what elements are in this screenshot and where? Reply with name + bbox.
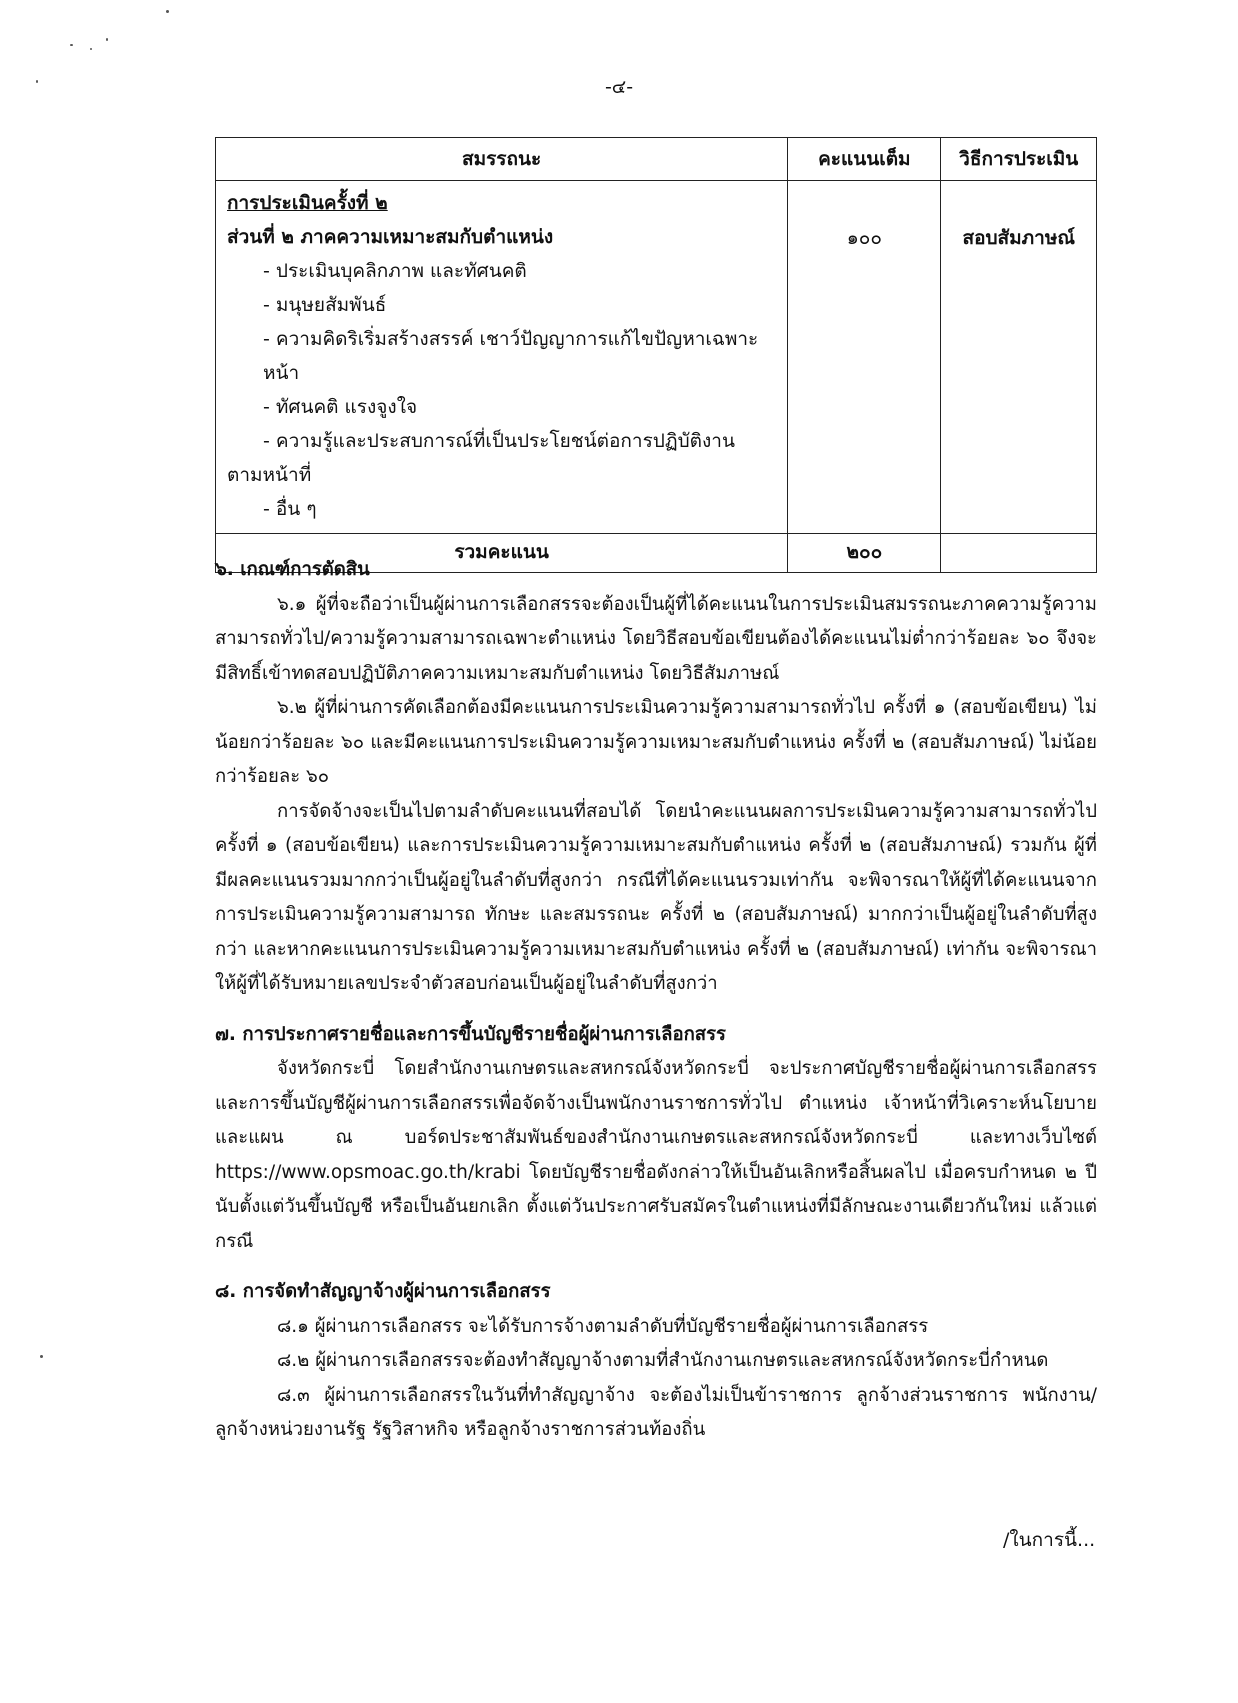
continuation-note: /ในการนี้... bbox=[1003, 1529, 1096, 1551]
section7-paragraph: จังหวัดกระบี่ โดยสำนักงานเกษตรและสหกรณ์จังหวัดกระบี่ จะประกาศบัญชีรายชื่อผู้ผ่านการเลือกสรรและการขึ้นบัญชีผู้ผ่านการเลือกสรรเพื่อจัดจ้างเป็นพนักงานราชการทั่วไป ตำแหน่ง เจ้าหน้าที่วิเคราะห์นโยบายและแผน ณ บอร์ดประชาสัมพันธ์ของสำนักงานเกษตรและสหกรณ์จังหวัดกระบี่ และทางเว็บไซต์ https://www.opsmoac.go.th/krabi โดยบัญชีรายชื่อดังกล่าวให้เป็นอันเลิกหรือสิ้นผลไป เมื่อครบกำหนด ๒ ปี นับตั้งแต่วันขึ้นบัญชี หรือเป็นอันยกเลิก ตั้งแต่วันประกาศรับสมัครในตำแหน่งที่มีลักษณะงานเดียวกันใหม่ แล้วแต่กรณี bbox=[215, 1058, 1097, 1252]
scan-speck bbox=[90, 48, 92, 50]
section8-paragraph: ๘.๒ ผู้ผ่านการเลือกสรรจะต้องทำสัญญาจ้างตามที่สำนักงานเกษตรและสหกรณ์จังหวัดกระบี่กำหนด bbox=[277, 1350, 1049, 1371]
competency-table bbox=[215, 137, 1097, 573]
section7-heading: ๗. การประกาศรายชื่อและการขึ้นบัญชีรายชื่อผู้ผ่านการเลือกสรร bbox=[215, 1023, 726, 1045]
method-cell: สอบสัมภาษณ์ bbox=[941, 181, 1097, 534]
total-score: ๒๐๐ bbox=[788, 534, 941, 573]
list-item-continuation: ตามหน้าที่ bbox=[227, 464, 312, 486]
scan-speck bbox=[106, 38, 108, 41]
list-item: - มนุษยสัมพันธ์ bbox=[263, 294, 387, 316]
page-number: -๔- bbox=[604, 76, 634, 98]
section6-paragraph: การจัดจ้างจะเป็นไปตามลำดับคะแนนที่สอบได้ โดยนำคะแนนผลการประเมินความรู้ความสามารถทั่วไป ครั้งที่ ๑ (สอบข้อเขียน) และการประเมินความรู้ความเหมาะสมกับตำแหน่ง ครั้งที่ ๒ (สอบสัมภาษณ์) รวมกัน ผู้ที่มีผลคะแนนรวมมากกว่าเป็นผู้อยู่ในลำดับที่สูงกว่า กรณีที่ได้คะแนนรวมเท่ากัน จะพิจารณาให้ผู้ที่ได้คะแนนจากการประเมินความรู้ความสามารถ ทักษะ และสมรรถนะ ครั้งที่ ๒ (สอบสัมภาษณ์) มากกว่าเป็นผู้อยู่ในลำดับที่สูงกว่า และหากคะแนนการประเมินความรู้ความเหมาะสมกับตำแหน่ง ครั้งที่ ๒ (สอบสัมภาษณ์) เท่ากัน จะพิจารณาให้ผู้ที่ได้รับหมายเลขประจำตัวสอบก่อนเป็นผู้อยู่ในลำดับที่สูงกว่า bbox=[215, 800, 1097, 994]
part-title: ส่วนที่ ๒ ภาคความเหมาะสมกับตำแหน่ง bbox=[227, 226, 554, 248]
list-item: - ความรู้และประสบการณ์ที่เป็นประโยชน์ต่อการปฏิบัติงาน bbox=[263, 430, 735, 452]
list-item: - อื่น ๆ bbox=[263, 498, 317, 520]
round-title: การประเมินครั้งที่ ๒ bbox=[227, 192, 388, 214]
scan-speck bbox=[40, 1355, 43, 1358]
document-body bbox=[215, 553, 1097, 1448]
list-item: - ทัศนคติ แรงจูงใจ bbox=[263, 396, 418, 418]
list-item: - ประเมินบุคลิกภาพ และทัศนคติ bbox=[263, 260, 527, 282]
competency-cell bbox=[216, 181, 788, 534]
scan-speck bbox=[70, 44, 73, 46]
section8-heading: ๘. การจัดทำสัญญาจ้างผู้ผ่านการเลือกสรร bbox=[215, 1281, 551, 1302]
section6-heading: ๖. เกณฑ์การตัดสิน bbox=[215, 559, 370, 580]
header-full-score: คะแนนเต็ม bbox=[788, 138, 941, 181]
section6-paragraph: ๖.๑ ผู้ที่จะถือว่าเป็นผู้ผ่านการเลือกสรรจะต้องเป็นผู้ที่ได้คะแนนในการประเมินสมรรถนะภาคความรู้ความสามารถทั่วไป/ความรู้ความสามารถเฉพาะตำแหน่ง โดยวิธีสอบข้อเขียนต้องได้คะแนนไม่ต่ำกว่าร้อยละ ๖๐ จึงจะมีสิทธิ์เข้าทดสอบปฏิบัติภาคความเหมาะสมกับตำแหน่ง โดยวิธีสัมภาษณ์ bbox=[215, 593, 1097, 684]
section6-paragraph: ๖.๒ ผู้ที่ผ่านการคัดเลือกต้องมีคะแนนการประเมินความรู้ความสามารถทั่วไป ครั้งที่ ๑ (สอบข้อเขียน) ไม่น้อยกว่าร้อยละ ๖๐ และมีคะแนนการประเมินความรู้ความเหมาะสมกับตำแหน่ง ครั้งที่ ๒ (สอบสัมภาษณ์) ไม่น้อยกว่าร้อยละ ๖๐ bbox=[215, 697, 1097, 787]
scan-speck bbox=[166, 10, 169, 13]
header-method: วิธีการประเมิน bbox=[941, 138, 1097, 181]
table-row bbox=[216, 181, 1097, 534]
total-label: รวมคะแนน bbox=[216, 534, 788, 573]
header-competency: สมรรถนะ bbox=[216, 138, 788, 181]
list-item: - ความคิดริเริ่มสร้างสรรค์ เชาว์ปัญญาการแก้ไขปัญหาเฉพาะหน้า bbox=[263, 328, 759, 384]
section8-paragraph: ๘.๓ ผู้ผ่านการเลือกสรรในวันที่ทำสัญญาจ้าง จะต้องไม่เป็นข้าราชการ ลูกจ้างส่วนราชการ พนักงาน/ลูกจ้างหน่วยงานรัฐ รัฐวิสาหกิจ หรือลูกจ้างราชการส่วนท้องถิ่น bbox=[215, 1384, 1097, 1440]
section8-paragraph: ๘.๑ ผู้ผ่านการเลือกสรร จะได้รับการจ้างตามลำดับที่บัญชีรายชื่อผู้ผ่านการเลือกสรร bbox=[277, 1315, 929, 1337]
score-cell: ๑๐๐ bbox=[788, 181, 941, 534]
table-header-row bbox=[216, 138, 1097, 181]
